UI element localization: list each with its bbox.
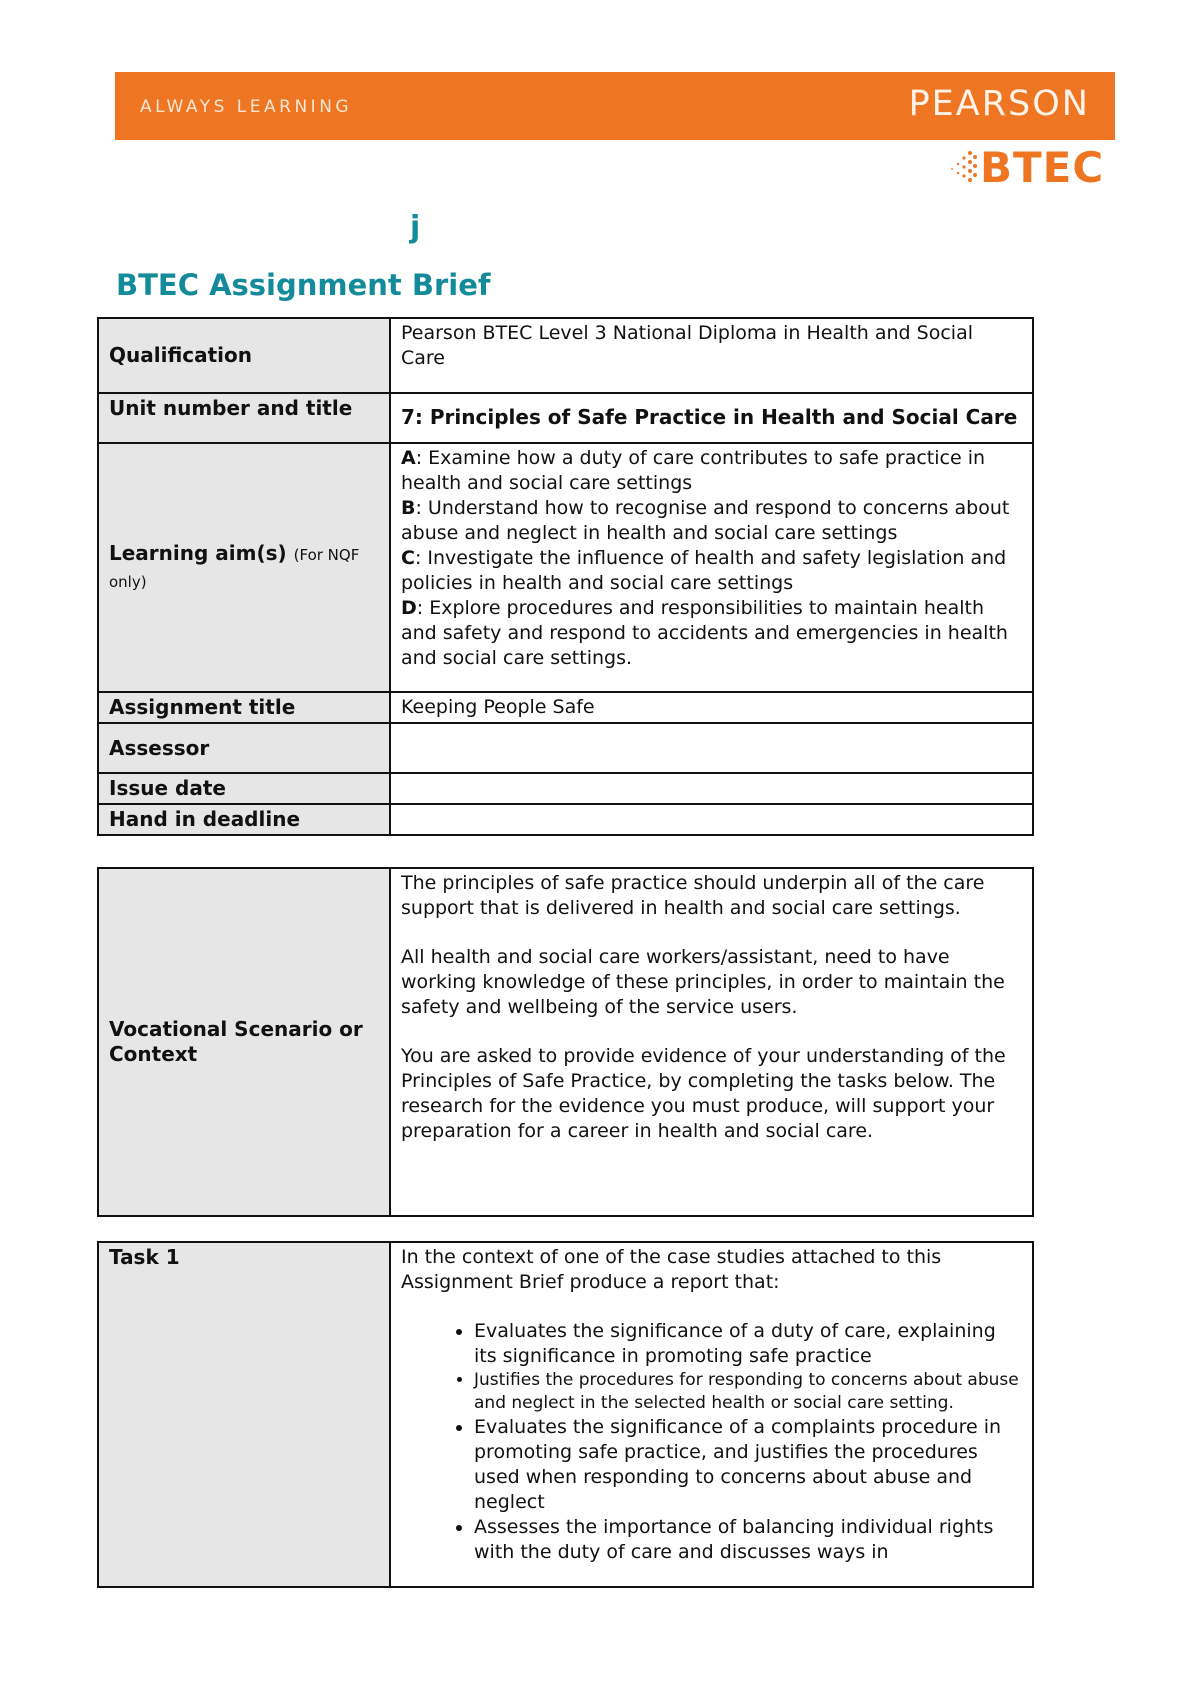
qualification-label: Qualification	[98, 318, 390, 393]
info-table	[97, 317, 1034, 836]
task1-bullet: • Evaluates the significance of a complaints procedure in promoting safe practice, and justifies the procedures used when responding to concerns about abuse and neglect	[474, 1415, 1022, 1515]
aim-item	[401, 596, 1022, 671]
task1-row	[98, 1242, 1033, 1587]
aims-note: (For NQF only)	[109, 545, 360, 591]
document-title: BTEC Assignment Brief	[116, 268, 491, 302]
aim-key: A	[401, 447, 416, 469]
task1-value	[390, 1242, 1033, 1587]
aims-value	[390, 443, 1033, 692]
hand-in-label: Hand in deadline	[98, 804, 390, 835]
assignment-title-value: Keeping People Safe	[390, 692, 1033, 723]
unit-title-text: 7: Principles of Safe Practice in Health and Social Care	[401, 405, 1018, 429]
task1-bullet-list	[401, 1319, 1022, 1565]
task1-table	[97, 1241, 1034, 1588]
task1-bullet: • Evaluates the significance of a duty of care, explaining its significance in promoting safe practice	[474, 1319, 1022, 1369]
aim-key: C	[401, 547, 415, 569]
pearson-logo: PEARSON	[908, 84, 1090, 124]
assessor-value[interactable]	[390, 723, 1033, 773]
issue-date-label: Issue date	[98, 773, 390, 804]
aims-row	[98, 443, 1033, 692]
aim-item	[401, 546, 1022, 596]
aim-key: B	[401, 497, 416, 519]
scenario-paragraph: You are asked to provide evidence of your understanding of the Principles of Safe Practice, by completing the tasks below. The research for the evidence you must produce, will support your preparation for a career in health and social care.	[401, 1045, 1006, 1142]
task1-bullet: • Assesses the importance of balancing individual rights with the duty of care and discusses ways in	[474, 1515, 1022, 1565]
scenario-paragraph: All health and social care workers/assistant, need to have working knowledge of these principles, in order to maintain the safety and wellbeing of the service users.	[401, 946, 1005, 1018]
tagline: ALWAYS LEARNING	[140, 97, 353, 117]
task1-bullet: • Justifies the procedures for responding to concerns about abuse and neglect in the selected health or social care setting.	[474, 1369, 1022, 1415]
aim-text: : Explore procedures and responsibilities to maintain health and safety and respond to accidents and emergencies in health and social care settings.	[401, 597, 1008, 669]
stray-character: j	[410, 210, 421, 245]
aim-text: : Investigate the influence of health and safety legislation and policies in health and social care settings	[401, 547, 1007, 594]
btec-dots-icon	[948, 147, 978, 187]
hand-in-value[interactable]	[390, 804, 1033, 835]
btec-wordmark: BTEC	[980, 142, 1105, 192]
scenario-paragraph: The principles of safe practice should underpin all of the care support that is delivered in health and social care settings.	[401, 872, 985, 919]
task1-intro: In the context of one of the case studies attached to this Assignment Brief produce a report that:	[401, 1246, 942, 1293]
issue-date-value[interactable]	[390, 773, 1033, 804]
unit-value	[390, 393, 1033, 443]
assessor-row	[98, 723, 1033, 773]
aims-label-cell	[98, 443, 390, 692]
unit-row	[98, 393, 1033, 443]
hand-in-row	[98, 804, 1033, 835]
unit-label: Unit number and title	[98, 393, 390, 443]
btec-logo	[948, 142, 1104, 192]
aim-item	[401, 496, 1022, 546]
issue-date-row	[98, 773, 1033, 804]
aim-item	[401, 446, 1022, 496]
assignment-title-label: Assignment title	[98, 692, 390, 723]
scenario-label: Vocational Scenario or Context	[98, 868, 390, 1216]
aims-label: Learning aim(s)	[109, 540, 287, 565]
aim-text: : Examine how a duty of care contributes to safe practice in health and social care settings	[401, 447, 986, 494]
scenario-table	[97, 867, 1034, 1217]
assessor-label: Assessor	[98, 723, 390, 773]
scenario-row	[98, 868, 1033, 1216]
qualification-row	[98, 318, 1033, 393]
assignment-title-row	[98, 692, 1033, 723]
task1-label: Task 1	[98, 1242, 390, 1587]
aim-key: D	[401, 597, 417, 619]
scenario-value	[390, 868, 1033, 1216]
aim-text: : Understand how to recognise and respond to concerns about abuse and neglect in health and social care settings	[401, 497, 1010, 544]
qualification-value: Pearson BTEC Level 3 National Diploma in Health and Social Care	[390, 318, 1033, 393]
